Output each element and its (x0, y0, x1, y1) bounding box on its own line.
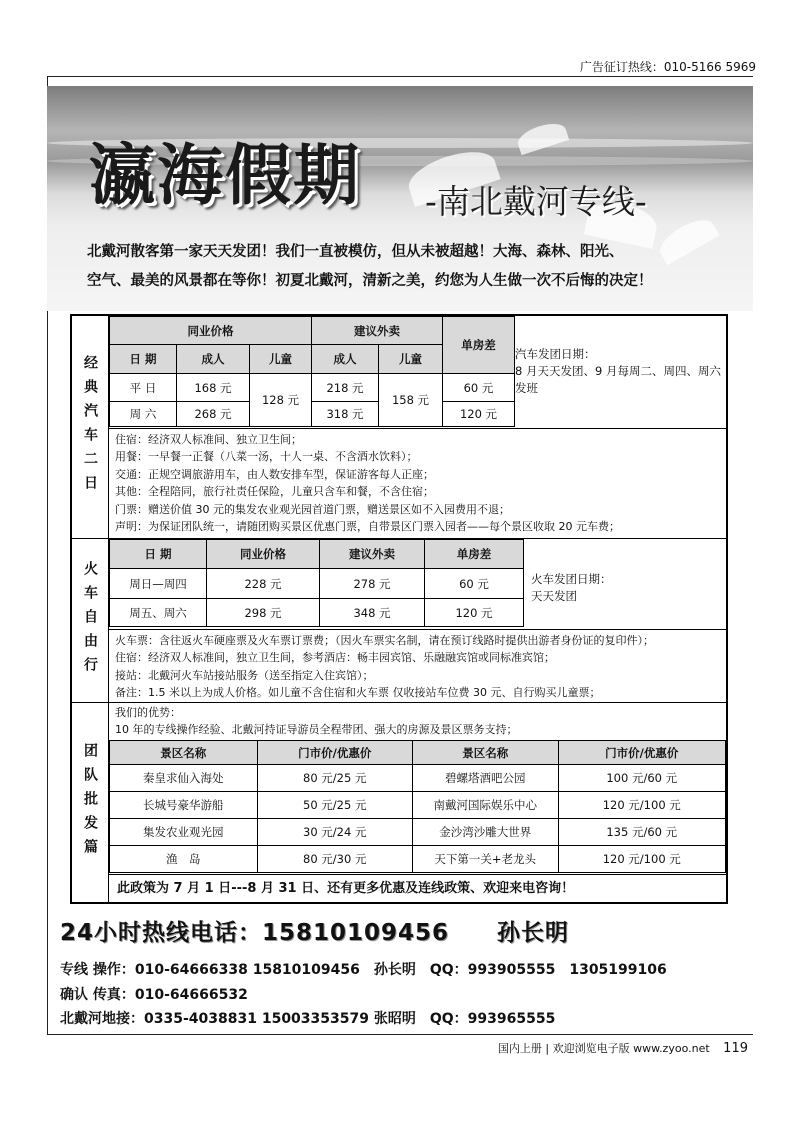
col-header: 门市价/优惠价 (257, 741, 413, 765)
train-section (72, 538, 726, 703)
note-line: 接站：北戴河火车站接站服务（送至指定入住宾馆）； (115, 668, 374, 682)
table-row (110, 819, 726, 846)
col-header: 日 期 (110, 345, 177, 374)
col-header: 同业价格 (110, 317, 312, 345)
table-cell: 100 元/60 元 (558, 765, 726, 792)
group-price-table (109, 740, 726, 873)
table-cell: 周五、周六 (110, 599, 207, 627)
col-header: 建议外卖 (312, 317, 443, 345)
col-header: 单房差 (425, 540, 524, 569)
note-line: 住宿：经济双人标准间，独立卫生间，参考酒店：畅丰园宾馆、乐融融宾馆或同标准宾馆； (115, 651, 555, 665)
schedule-title: 火车发团日期： (531, 572, 612, 586)
table-row (110, 792, 726, 819)
schedule-title: 汽车发团日期： (515, 347, 596, 361)
col-header: 建议外卖 (320, 540, 425, 569)
advantages-body: 10 年的专线操作经验、北戴河持证导游员全程带团、强大的房源及景区票务支持； (115, 723, 518, 736)
footer-rule (47, 1034, 753, 1035)
table-cell: 128 元 (250, 374, 312, 427)
table-cell: 周日—周四 (110, 569, 207, 599)
col-header: 儿童 (379, 345, 443, 374)
train-price-table (109, 539, 524, 627)
contact-line: 专线 操作：010-64666338 15810109456 孙长明 QQ：993905555 1305199106 (60, 962, 667, 978)
table-cell: 天下第一关+老龙头 (413, 846, 559, 873)
table-cell: 168 元 (177, 374, 250, 402)
hero-title: 瀛海假期 (89, 136, 361, 214)
table-cell: 135 元/60 元 (558, 819, 726, 846)
policy-note: 此政策为 7 月 1 日---8 月 31 日、还有更多优惠及连线政策、欢迎来电咨询！ (109, 874, 726, 903)
hero-desc-line: 空气、最美的风景都在等你！初夏北戴河，清新之美，约您为人生做一次不后悔的决定！ (87, 273, 653, 289)
table-cell: 80 元/30 元 (257, 846, 413, 873)
table-cell: 50 元/25 元 (257, 792, 413, 819)
col-header: 门市价/优惠价 (558, 741, 726, 765)
ad-hotline: 广告征订热线：010-5166 5969 (579, 60, 756, 74)
table-row (110, 765, 726, 792)
hero-subtitle: -南北戴河专线- (425, 182, 647, 221)
note-line: 其他：全程陪同，旅行社责任保险，儿童只含车和餐，不含住宿； (115, 485, 434, 499)
bus-section-label: 经典汽车二日 (72, 316, 109, 538)
table-cell: 218 元 (312, 374, 379, 402)
table-row (110, 402, 515, 427)
table-row (110, 374, 515, 402)
table-cell: 60 元 (443, 374, 515, 402)
note-line: 用餐：一早餐一正餐（八菜一汤，十人一桌、不含酒水饮料）； (115, 450, 418, 464)
train-schedule (531, 571, 721, 605)
note-line: 门票：赠送价值 30 元的集发农业观光园首道门票，赠送景区如不入园费用不退； (115, 502, 510, 516)
table-cell: 348 元 (320, 599, 425, 627)
table-cell: 120 元/100 元 (558, 792, 726, 819)
table-cell: 268 元 (177, 402, 250, 427)
table-cell: 集发农业观光园 (110, 819, 258, 846)
note-line: 交通：正规空调旅游用车，由人数安排车型，保证游客每人正座； (115, 467, 434, 481)
bus-price-table (109, 316, 515, 427)
advantages-title: 我们的优势： (115, 706, 181, 719)
col-header: 景区名称 (110, 741, 258, 765)
table-cell: 158 元 (379, 374, 443, 427)
top-rule (47, 76, 753, 77)
table-cell: 碧螺塔酒吧公园 (413, 765, 559, 792)
table-cell: 周 六 (110, 402, 177, 427)
table-cell: 80 元/25 元 (257, 765, 413, 792)
table-row (110, 599, 524, 627)
table-cell: 渔 岛 (110, 846, 258, 873)
train-notes (109, 629, 726, 704)
schedule-body: 8 月天天发团、9 月每周二、周四、周六发班 (515, 364, 721, 395)
hotline-banner: 24小时热线电话：15810109456 孙长明 (60, 920, 570, 946)
table-cell: 278 元 (320, 569, 425, 599)
col-header: 日 期 (110, 540, 207, 569)
col-header: 景区名称 (413, 741, 559, 765)
table-cell: 长城号豪华游船 (110, 792, 258, 819)
note-line: 声明：为保证团队统一，请随团购买景区优惠门票，自带景区门票入园者——每个景区收取 20 元车费； (115, 520, 620, 534)
table-cell: 30 元/24 元 (257, 819, 413, 846)
note-line: 备注：1.5 米以上为成人价格。如儿童不含住宿和火车票 仅收接站车位费 30 元、自行购买儿童票； (115, 686, 601, 700)
bus-section (72, 316, 726, 538)
hero-description (87, 238, 727, 296)
col-header: 儿童 (250, 345, 312, 374)
table-cell: 南戴河国际娱乐中心 (413, 792, 559, 819)
page-number: 119 (723, 1041, 748, 1056)
table-cell: 秦皇求仙入海处 (110, 765, 258, 792)
note-line: 火车票：含往返火车硬座票及火车票订票费；（因火车票实名制，请在预订线路时提供出游者身份证的复印件）； (115, 634, 654, 647)
train-section-label: 火车自由行 (72, 539, 109, 703)
hero-banner (47, 86, 753, 311)
table-cell: 60 元 (425, 569, 524, 599)
table-cell: 120 元 (425, 599, 524, 627)
table-cell: 120 元/100 元 (558, 846, 726, 873)
footer (498, 1040, 748, 1056)
table-cell: 298 元 (207, 599, 320, 627)
col-header: 成人 (312, 345, 379, 374)
table-cell: 120 元 (443, 402, 515, 427)
contact-line: 确认 传真：010-64666532 (60, 987, 248, 1003)
col-header: 同业价格 (207, 540, 320, 569)
table-row (110, 569, 524, 599)
table-cell: 金沙湾沙雕大世界 (413, 819, 559, 846)
note-line: 住宿：经济双人标准间、独立卫生间； (115, 433, 302, 446)
col-header: 单房差 (443, 317, 515, 374)
footer-text: 国内上册 | 欢迎浏览电子版 www.zyoo.net (497, 1042, 710, 1055)
table-cell: 318 元 (312, 402, 379, 427)
contact-line: 北戴河地接：0335-4038831 15003353579 张昭明 QQ：993965555 (60, 1011, 556, 1027)
itinerary-table (70, 314, 728, 904)
col-header: 成人 (177, 345, 250, 374)
seagull-decoration (515, 119, 569, 155)
table-cell: 228 元 (207, 569, 320, 599)
table-cell: 平 日 (110, 374, 177, 402)
hero-desc-line: 北戴河散客第一家天天发团！我们一直被模仿，但从未被超越！大海、森林、阳光、 (87, 244, 624, 260)
table-row (110, 846, 726, 873)
group-section-label: 团队批发篇 (72, 703, 109, 903)
group-section (72, 702, 726, 903)
bus-schedule (515, 346, 723, 397)
group-advantages (109, 703, 726, 741)
bus-notes (109, 428, 726, 539)
schedule-body: 天天发团 (531, 589, 577, 603)
